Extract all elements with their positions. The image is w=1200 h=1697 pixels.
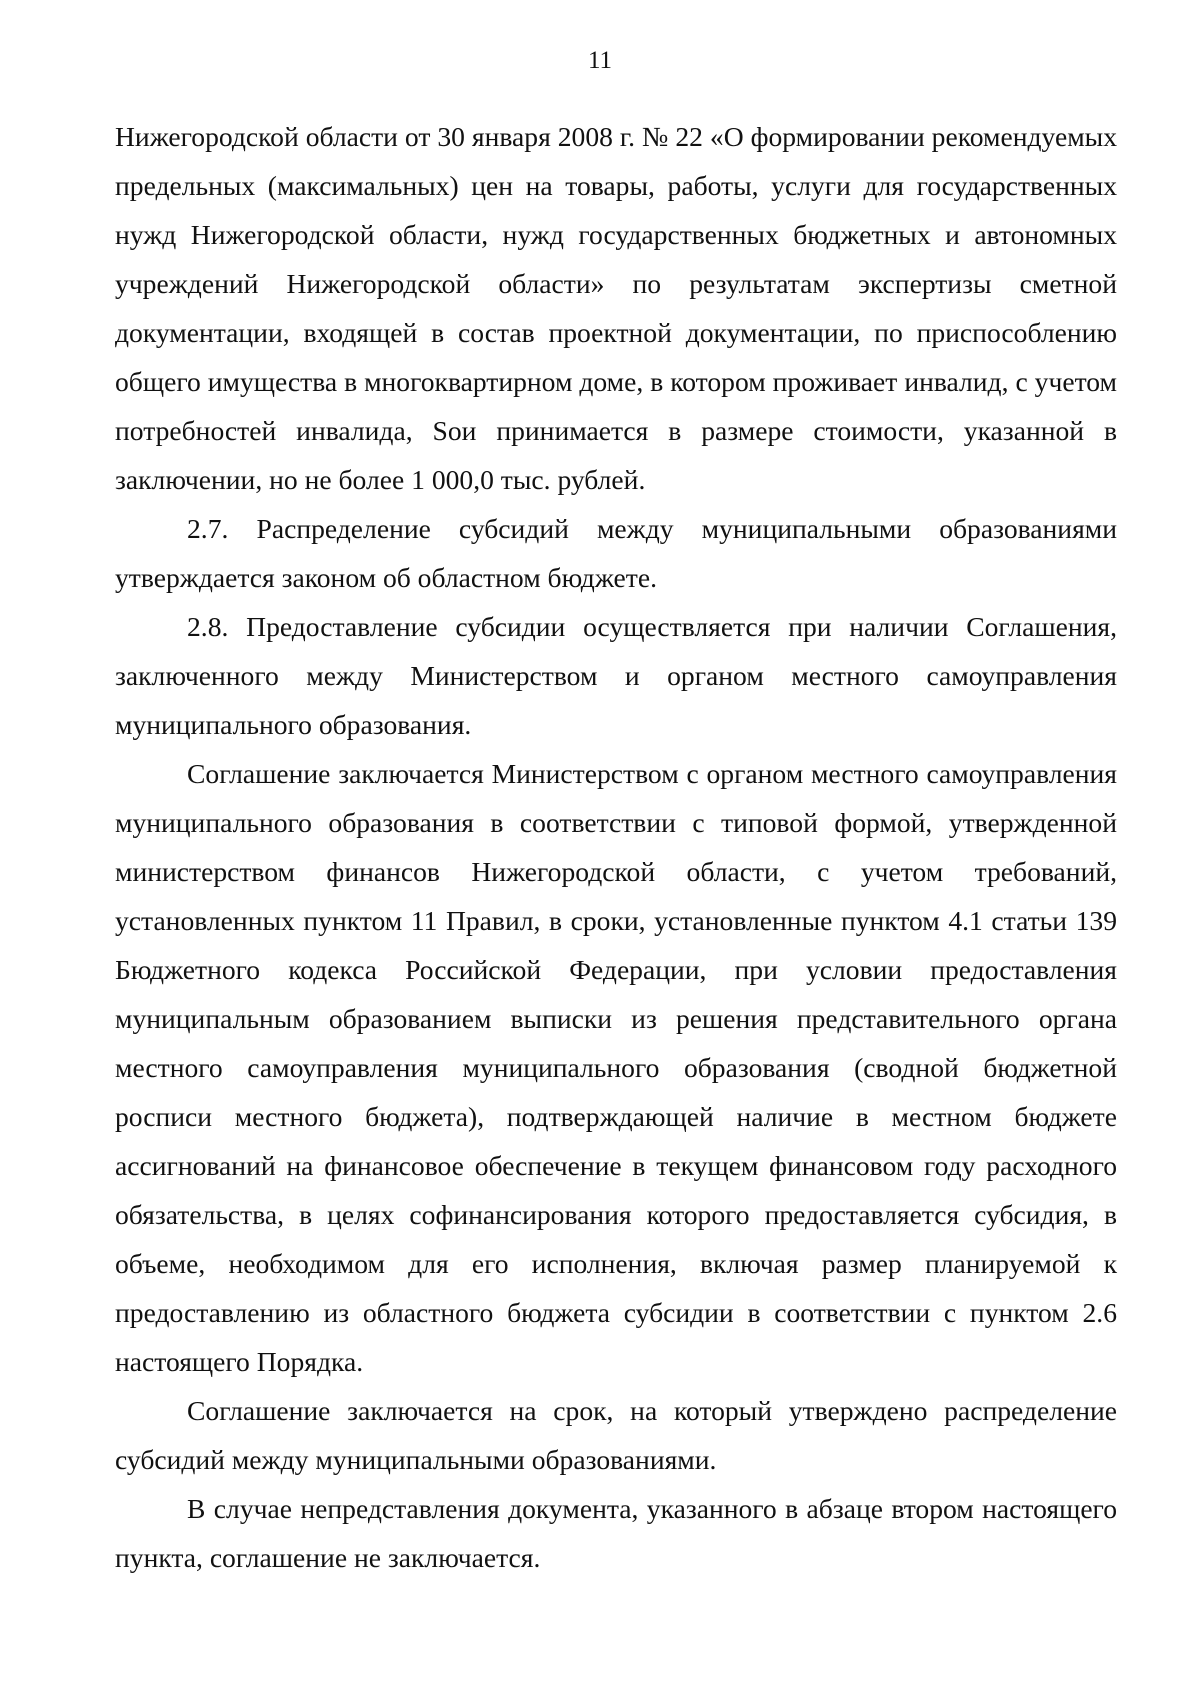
- paragraph-2-7: 2.7. Распределение субсидий между муниципальными образованиями утверждается законом об областном бюджете.: [115, 513, 1117, 593]
- page-number: 11: [587, 47, 613, 74]
- paragraph-agreement-period: Соглашение заключается на срок, на который утверждено распределение субсидий между муниципальными образованиями.: [115, 1395, 1117, 1475]
- paragraph-non-submission: В случае непредставления документа, указанного в абзаце втором настоящего пункта, соглашение не заключается.: [115, 1493, 1117, 1573]
- paragraph-2-8: 2.8. Предоставление субсидии осуществляется при наличии Соглашения, заключенного между Министерством и органом местного самоуправления муниципального образования.: [115, 611, 1117, 740]
- paragraph-continuation: Нижегородской области от 30 января 2008 г. № 22 «О формировании рекомендуемых предельных (максимальных) цен на товары, работы, услуги для государственных нужд Нижегородской области, нужд государственных бюджетных и автономных учреждений Нижегородской области» по результатам экспертизы сметной документации, входящей в состав проектной документации, по приспособлению общего имущества в многоквартирном доме, в котором проживает инвалид, с учетом потребностей инвалида, Sои принимается в размере стоимости, указанной в заключении, но не более 1 000,0 тыс. рублей.: [115, 121, 1117, 495]
- paragraph-agreement-terms: Соглашение заключается Министерством с органом местного самоуправления муниципального образования в соответствии с типовой формой, утвержденной министерством финансов Нижегородской области, с учетом требований, установленных пунктом 11 Правил, в сроки, установленные пунктом 4.1 статьи 139 Бюджетного кодекса Российской Федерации, при условии предоставления муниципальным образованием выписки из решения представительного органа местного самоуправления муниципального образования (сводной бюджетной росписи местного бюджета), подтверждающей наличие в местном бюджете ассигнований на финансовое обеспечение в текущем финансовом году расходного обязательства, в целях софинансирования которого предоставляется субсидия, в объеме, необходимом для его исполнения, включая размер планируемой к предоставлению из областного бюджета субсидии в соответствии с пунктом 2.6 настоящего Порядка.: [115, 758, 1117, 1377]
- document-body: [115, 112, 1117, 1582]
